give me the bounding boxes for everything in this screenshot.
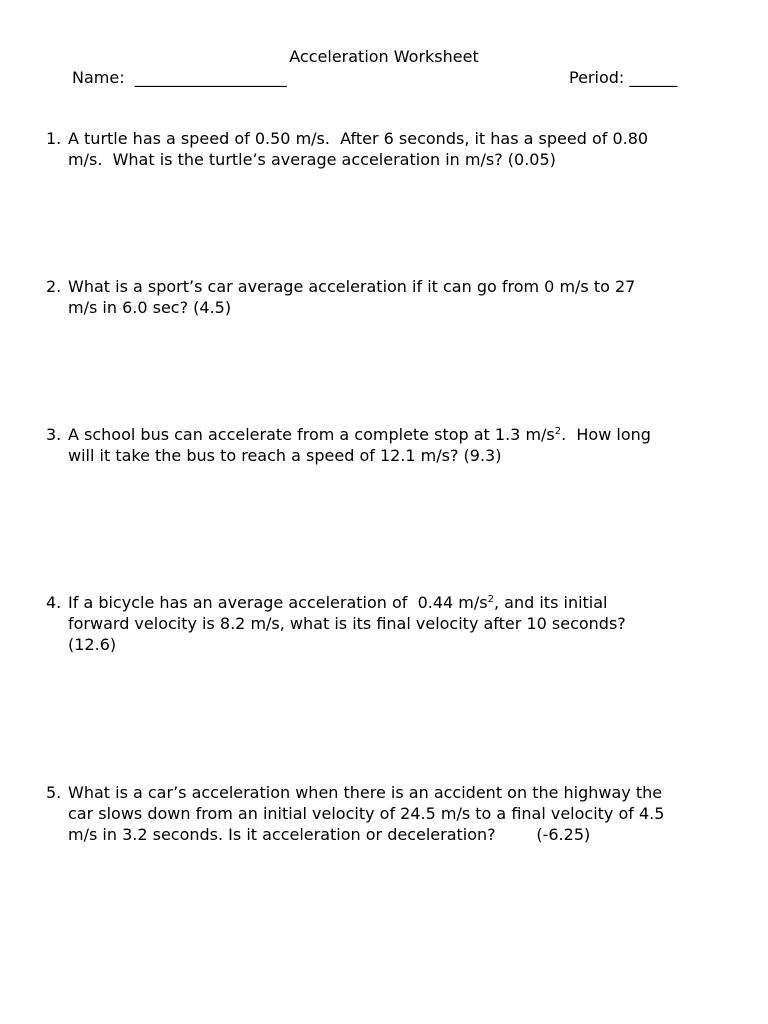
name-field-label: Name: ___________________ xyxy=(72,68,287,87)
question-text xyxy=(68,424,736,466)
question-text xyxy=(68,276,736,318)
question-line xyxy=(68,424,736,445)
superscript-exponent: 2 xyxy=(554,426,562,437)
question-number: 2. xyxy=(46,277,62,296)
question-number: 3. xyxy=(46,425,62,444)
question-1 xyxy=(46,128,736,170)
question-line: m/s in 6.0 sec? (4.5) xyxy=(68,298,232,317)
question-5 xyxy=(46,782,736,845)
question-line: What is a sport’s car average acceleration if it can go from 0 m/s to 27 xyxy=(68,277,636,296)
worksheet-title: Acceleration Worksheet xyxy=(289,47,479,66)
question-line: forward velocity is 8.2 m/s, what is its final velocity after 10 seconds? xyxy=(68,614,626,633)
question-line: What is a car’s acceleration when there is an accident on the highway the xyxy=(68,783,663,802)
line-text: , and its initial xyxy=(494,593,608,612)
period-field-label: Period: ______ xyxy=(569,68,678,87)
line-text: . How long xyxy=(561,425,651,444)
question-line xyxy=(68,592,736,613)
question-line: m/s in 3.2 seconds. Is it acceleration or deceleration? (-6.25) xyxy=(68,825,591,844)
line-text: If a bicycle has an average acceleration of 0.44 m/s xyxy=(68,593,488,612)
question-text xyxy=(68,128,736,170)
question-text xyxy=(68,782,736,845)
line-text: A school bus can accelerate from a complete stop at 1.3 m/s xyxy=(68,425,555,444)
question-line: car slows down from an initial velocity of 24.5 m/s to a final velocity of 4.5 xyxy=(68,804,665,823)
question-line: A turtle has a speed of 0.50 m/s. After 6 seconds, it has a speed of 0.80 xyxy=(68,129,649,148)
question-line: m/s. What is the turtle’s average acceleration in m/s? (0.05) xyxy=(68,150,556,169)
question-line: will it take the bus to reach a speed of 12.1 m/s? (9.3) xyxy=(68,446,502,465)
question-4 xyxy=(46,592,736,655)
question-text xyxy=(68,592,736,655)
question-number: 5. xyxy=(46,783,62,802)
superscript-exponent: 2 xyxy=(487,594,494,605)
question-line: (12.6) xyxy=(68,635,117,654)
question-2 xyxy=(46,276,736,318)
question-number: 4. xyxy=(46,593,62,612)
question-number: 1. xyxy=(46,129,62,148)
question-3 xyxy=(46,424,736,466)
